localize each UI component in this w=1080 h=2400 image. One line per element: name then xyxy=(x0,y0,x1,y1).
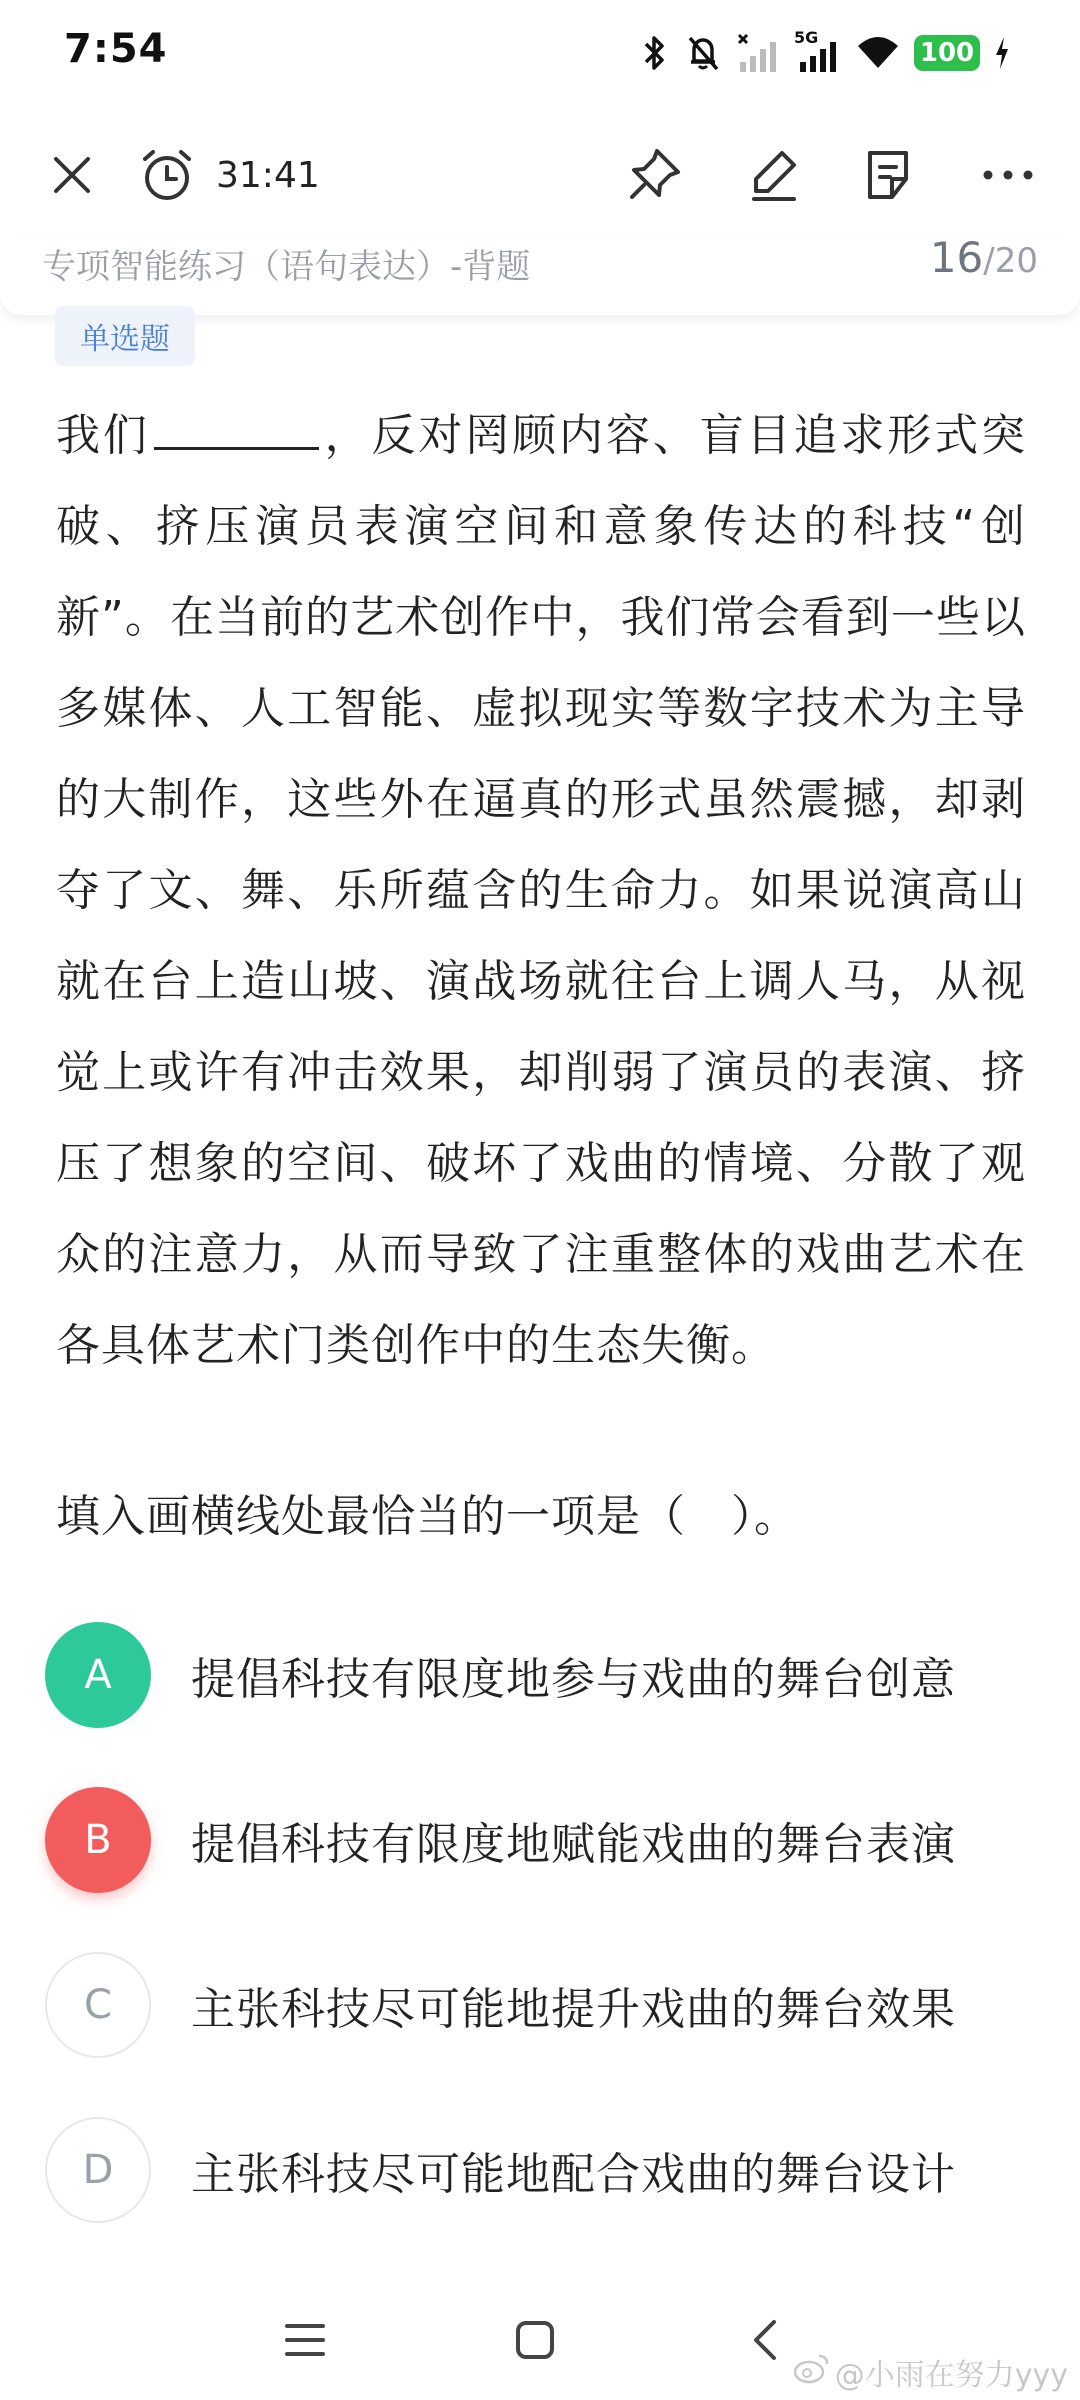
network-type-label: 5G xyxy=(794,28,819,47)
status-icons xyxy=(640,28,1010,78)
option-d-text: 主张科技尽可能地配合戏曲的舞台设计 xyxy=(191,2149,956,2200)
charging-icon xyxy=(994,35,1010,71)
status-bar xyxy=(0,0,1080,105)
menu-icon[interactable] xyxy=(275,2310,335,2370)
question-text-start: 我们 xyxy=(56,410,150,461)
battery-level: 100 xyxy=(919,38,975,68)
option-b-text: 提倡科技有限度地赋能戏曲的舞台表演 xyxy=(191,1819,956,1870)
question-prompt: 填入画横线处最恰当的一项是（ ）。 xyxy=(56,1491,799,1542)
edit-icon[interactable] xyxy=(742,143,806,207)
option-b-letter: B xyxy=(45,1787,151,1893)
practice-title: 专项智能练习（语句表达）-背题 xyxy=(42,247,531,287)
question-type-badge: 单选题 xyxy=(55,306,195,366)
weibo-icon xyxy=(793,2352,831,2392)
option-a[interactable] xyxy=(45,1620,1045,1730)
option-b[interactable] xyxy=(45,1785,1045,1895)
option-c[interactable] xyxy=(45,1950,1045,2060)
signal-5g-icon xyxy=(794,28,842,74)
wifi-icon xyxy=(856,34,900,72)
option-c-letter: C xyxy=(45,1952,151,2058)
option-c-text: 主张科技尽可能地提升戏曲的舞台效果 xyxy=(191,1984,956,2035)
more-icon[interactable] xyxy=(976,143,1040,207)
total-questions: /20 xyxy=(983,241,1038,281)
close-icon[interactable] xyxy=(40,143,104,207)
watermark xyxy=(793,2350,1068,2394)
question-stem xyxy=(56,390,1026,1391)
question-counter xyxy=(930,233,1038,282)
notes-icon[interactable] xyxy=(856,143,920,207)
mute-bell-icon xyxy=(684,33,722,73)
practice-header xyxy=(0,235,1080,315)
option-d[interactable] xyxy=(45,2115,1045,2225)
toolbar xyxy=(0,115,1080,235)
question-text-body: ，反对罔顾内容、盲目追求形式突破、挤压演员表演空间和意象传达的科技“创新”。在当前的艺术创作中，我们常会看到一些以多媒体、人工智能、虚拟现实等数字技术为主导的大制作，这些外在逼真的形式虽然震撼，却剥夺了文、舞、乐所蕴含的生命力。如果说演高山就在台上造山坡、演战场就往台上调人马，从视觉上或许有冲击效果，却削弱了演员的表演、挤压了想象的空间、破坏了戏曲的情境、分散了观众的注意力，从而导致了注重整体的戏曲艺术在各具体艺术门类创作中的生态失衡。 xyxy=(56,410,1026,1371)
option-a-letter: A xyxy=(45,1622,151,1728)
back-icon[interactable] xyxy=(735,2310,795,2370)
watermark-text: @小雨在努力yyy xyxy=(834,2358,1068,2393)
home-icon[interactable] xyxy=(505,2310,565,2370)
alarm-clock-icon[interactable] xyxy=(135,143,199,207)
option-d-letter: D xyxy=(45,2117,151,2223)
pin-icon[interactable] xyxy=(622,143,686,207)
fill-in-blank xyxy=(154,403,319,450)
signal-x-icon xyxy=(736,32,780,74)
timer-text: 31:41 xyxy=(216,155,320,196)
battery-icon xyxy=(914,35,980,71)
option-a-text: 提倡科技有限度地参与戏曲的舞台创意 xyxy=(191,1654,956,1705)
status-time: 7:54 xyxy=(64,26,168,72)
bluetooth-icon xyxy=(640,33,670,73)
current-question-number: 16 xyxy=(929,233,984,282)
